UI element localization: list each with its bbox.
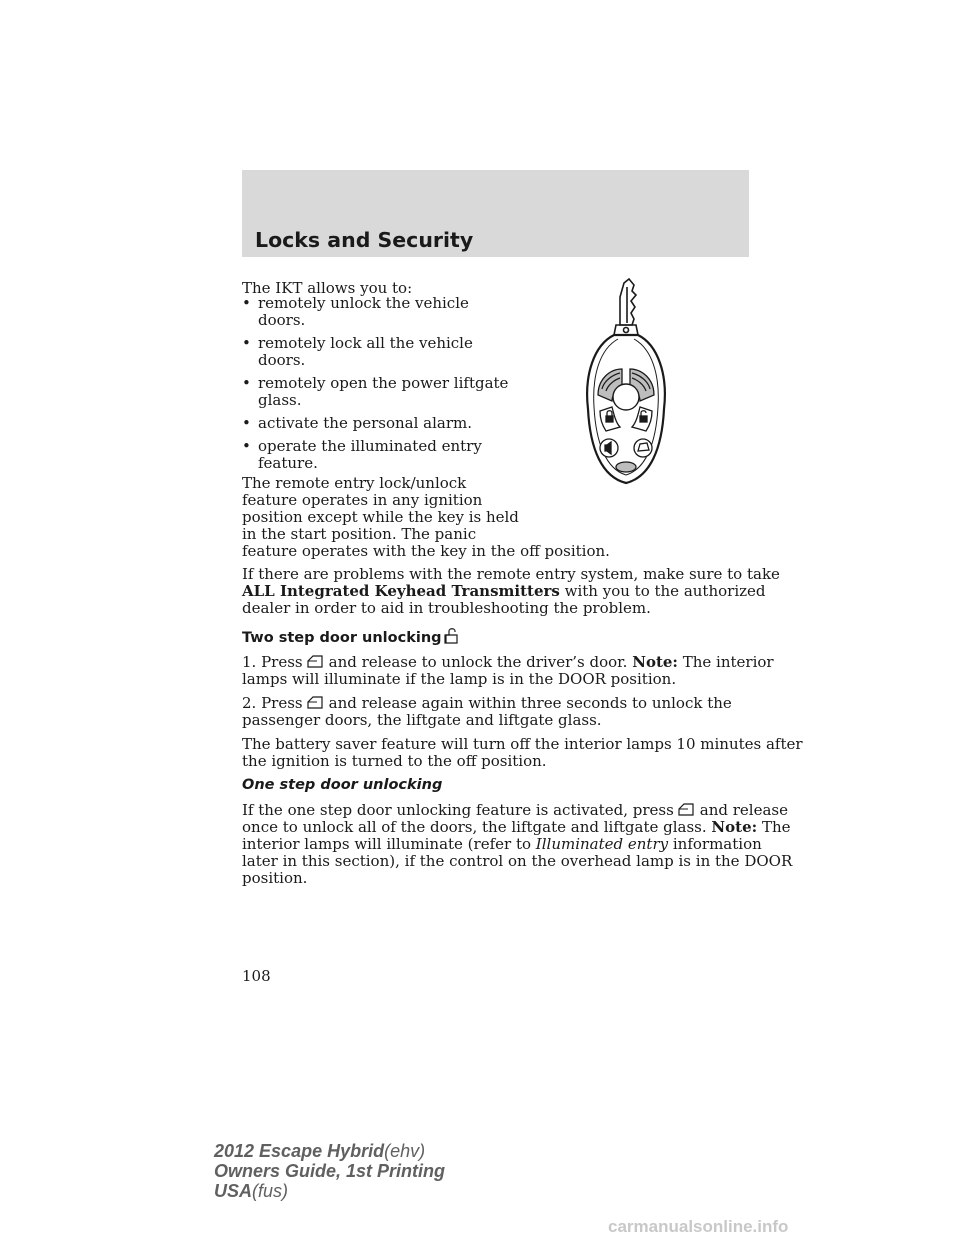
list-item: activate the personal alarm.	[258, 414, 472, 432]
list-item: remotely lock all the vehicle	[258, 334, 473, 352]
key-fob-illustration	[576, 277, 676, 503]
paragraph-line	[242, 818, 790, 836]
paragraph-text: and release	[699, 801, 788, 819]
list-item: remotely open the power liftgate	[258, 374, 509, 392]
paragraph-line: position.	[242, 869, 308, 887]
footer-code: (ehv)	[384, 1141, 426, 1161]
subheading-two-step	[242, 626, 462, 648]
footer-line	[214, 1141, 445, 1161]
document-footer	[214, 1141, 445, 1201]
paragraph-text: information	[672, 835, 762, 853]
footer-region: USA	[214, 1181, 253, 1201]
subheading-one-step: One step door unlocking	[242, 777, 443, 793]
bullet-marker: •	[242, 334, 251, 352]
step-text: and release to unlock the driver’s door.	[328, 653, 628, 671]
unlock-icon	[444, 626, 458, 648]
paragraph-line: The battery saver feature will turn off the interior lamps 10 minutes after	[242, 735, 803, 753]
bold-term: ALL Integrated Keyhead Transmitters	[242, 582, 560, 600]
cross-reference: Illuminated entry	[535, 835, 669, 853]
bullet-marker: •	[242, 414, 251, 432]
list-item-cont: feature.	[258, 454, 318, 472]
section-title: Locks and Security	[255, 228, 474, 252]
paragraph-text: If the one step door unlocking feature is activated, press	[242, 801, 674, 819]
paragraph-text: with you to the authorized	[564, 582, 766, 600]
list-item-cont: glass.	[258, 391, 302, 409]
paragraph-line: If there are problems with the remote entry system, make sure to take	[242, 565, 780, 583]
paragraph-line: dealer in order to aid in troubleshooting the problem.	[242, 599, 651, 617]
list-item: operate the illuminated entry	[258, 437, 482, 455]
bullet-marker: •	[242, 374, 251, 392]
step-text: 2. Press	[242, 694, 303, 712]
footer-code: (fus)	[252, 1181, 289, 1201]
paragraph-line: in the start position. The panic	[242, 525, 477, 543]
note-text: The interior	[682, 653, 774, 671]
step-text: and release again within three seconds to unlock the	[328, 694, 732, 712]
paragraph-text: interior lamps will illuminate (refer to	[242, 835, 532, 853]
note-text: The	[761, 818, 791, 836]
list-item: remotely unlock the vehicle	[258, 294, 469, 312]
list-item-cont: doors.	[258, 311, 306, 329]
note-label: Note:	[711, 818, 758, 836]
paragraph-line: lamps will illuminate if the lamp is in the DOOR position.	[242, 670, 677, 688]
footer-model: 2012 Escape Hybrid	[214, 1141, 385, 1161]
watermark-text: carmanualsonline.info	[608, 1217, 789, 1236]
list-item-cont: doors.	[258, 351, 306, 369]
footer-line: Owners Guide, 1st Printing	[214, 1161, 446, 1181]
subheading-text: Two step door unlocking	[242, 630, 442, 646]
paragraph-line: position except while the key is held	[242, 508, 519, 526]
intro-text: The IKT allows you to:	[242, 279, 413, 297]
paragraph-line: The remote entry lock/unlock	[242, 474, 467, 492]
footer-line	[214, 1181, 445, 1201]
step-text: 1. Press	[242, 653, 303, 671]
note-label: Note:	[632, 653, 678, 671]
bullet-marker: •	[242, 294, 251, 312]
page-number: 108	[242, 967, 271, 985]
paragraph-line	[242, 835, 762, 853]
paragraph-line: the ignition is turned to the off position.	[242, 752, 547, 770]
paragraph-line: feature operates in any ignition	[242, 491, 483, 509]
bullet-marker: •	[242, 437, 251, 455]
paragraph-text: once to unlock all of the doors, the liftgate and liftgate glass.	[242, 818, 707, 836]
paragraph-line: passenger doors, the liftgate and liftgate glass.	[242, 711, 602, 729]
paragraph-line	[242, 582, 766, 600]
paragraph-line: feature operates with the key in the off position.	[242, 542, 610, 560]
paragraph-line: later in this section), if the control on the overhead lamp is in the DOOR	[242, 852, 793, 870]
